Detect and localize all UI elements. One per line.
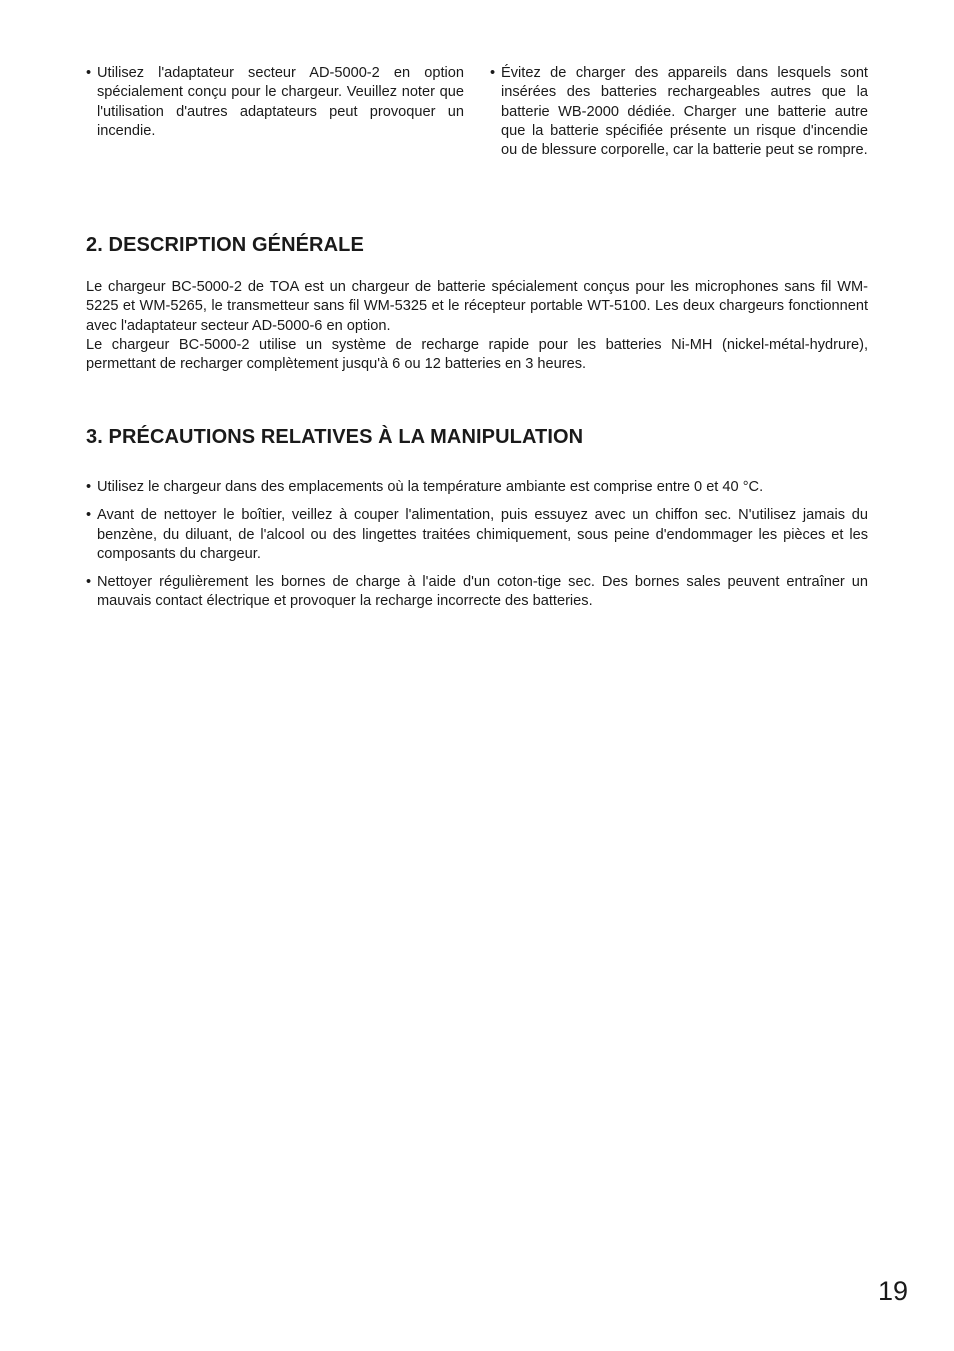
list-item-text: Avant de nettoyer le boîtier, veillez à couper l'alimentation, puis essuyez avec un chiffon sec. N'utilisez jamais du benzène, du diluant, de l'alcool ou des lingettes traitées chimiquement, sous peine d'endommager les pièces et les composants du chargeur. — [97, 507, 868, 562]
top-warning-columns — [86, 64, 868, 169]
list-item — [86, 506, 868, 564]
section-title: 2. DESCRIPTION GÉNÉRALE — [86, 234, 364, 256]
page-number: 19 — [878, 1276, 909, 1306]
bullet-icon: • — [86, 479, 92, 495]
list-item-text: Utilisez l'adaptateur secteur AD-5000-2 en option spécialement conçu pour le chargeur. Veuillez noter que l'utilisation d'autres adaptateurs peut provoquer un incendie. — [97, 65, 464, 139]
document-page — [86, 64, 868, 610]
precautions-list — [86, 478, 868, 612]
list-item — [86, 573, 868, 612]
section-content — [86, 278, 868, 374]
section-content — [86, 478, 868, 612]
right-column — [490, 64, 868, 169]
left-bullet-list — [86, 64, 464, 141]
paragraph: Le chargeur BC-5000-2 utilise un système de recharge rapide pour les batteries Ni-MH (nickel-métal-hydrure), permettant de recharger complètement jusqu'à 6 ou 12 batteries en 3 heures. — [86, 336, 868, 373]
bullet-icon: • — [86, 507, 92, 524]
list-item-text: Nettoyer régulièrement les bornes de charge à l'aide d'un coton-tige sec. Des bornes sales peuvent entraîner un mauvais contact électrique et provoquer la recharge incorrecte des batteries. — [97, 574, 868, 610]
section-handling-precautions — [86, 426, 868, 621]
list-item-text: Utilisez le chargeur dans des emplacements où la température ambiante est comprise entre 0 et 40 °C. — [97, 479, 764, 495]
paragraph: Le chargeur BC-5000-2 de TOA est un chargeur de batterie spécialement conçus pour les microphones sans fil WM-5225 et WM-5265, le transmetteur sans fil WM-5325 et le récepteur portable WT-5100. Les deux chargeurs fonctionnent avec l'adaptateur secteur AD-5000-6 en option. — [86, 279, 868, 334]
bullet-icon: • — [490, 65, 496, 81]
section-title: 3. PRÉCAUTIONS RELATIVES À LA MANIPULATION — [86, 426, 584, 448]
list-item-text: Évitez de charger des appareils dans lesquels sont insérées des batteries rechargeables autres que la batterie WB-2000 dédiée. Charger une batterie autre que la batterie spécifiée présente un risque d'incendie ou de blessure corporelle, car la batterie peut se rompre. — [501, 65, 868, 159]
list-item — [86, 64, 464, 141]
list-item — [86, 478, 868, 497]
bullet-icon: • — [86, 574, 92, 591]
right-bullet-list — [490, 64, 868, 160]
section-general-description — [86, 234, 868, 374]
left-column — [86, 64, 464, 169]
bullet-icon: • — [86, 65, 92, 81]
list-item — [490, 64, 868, 160]
